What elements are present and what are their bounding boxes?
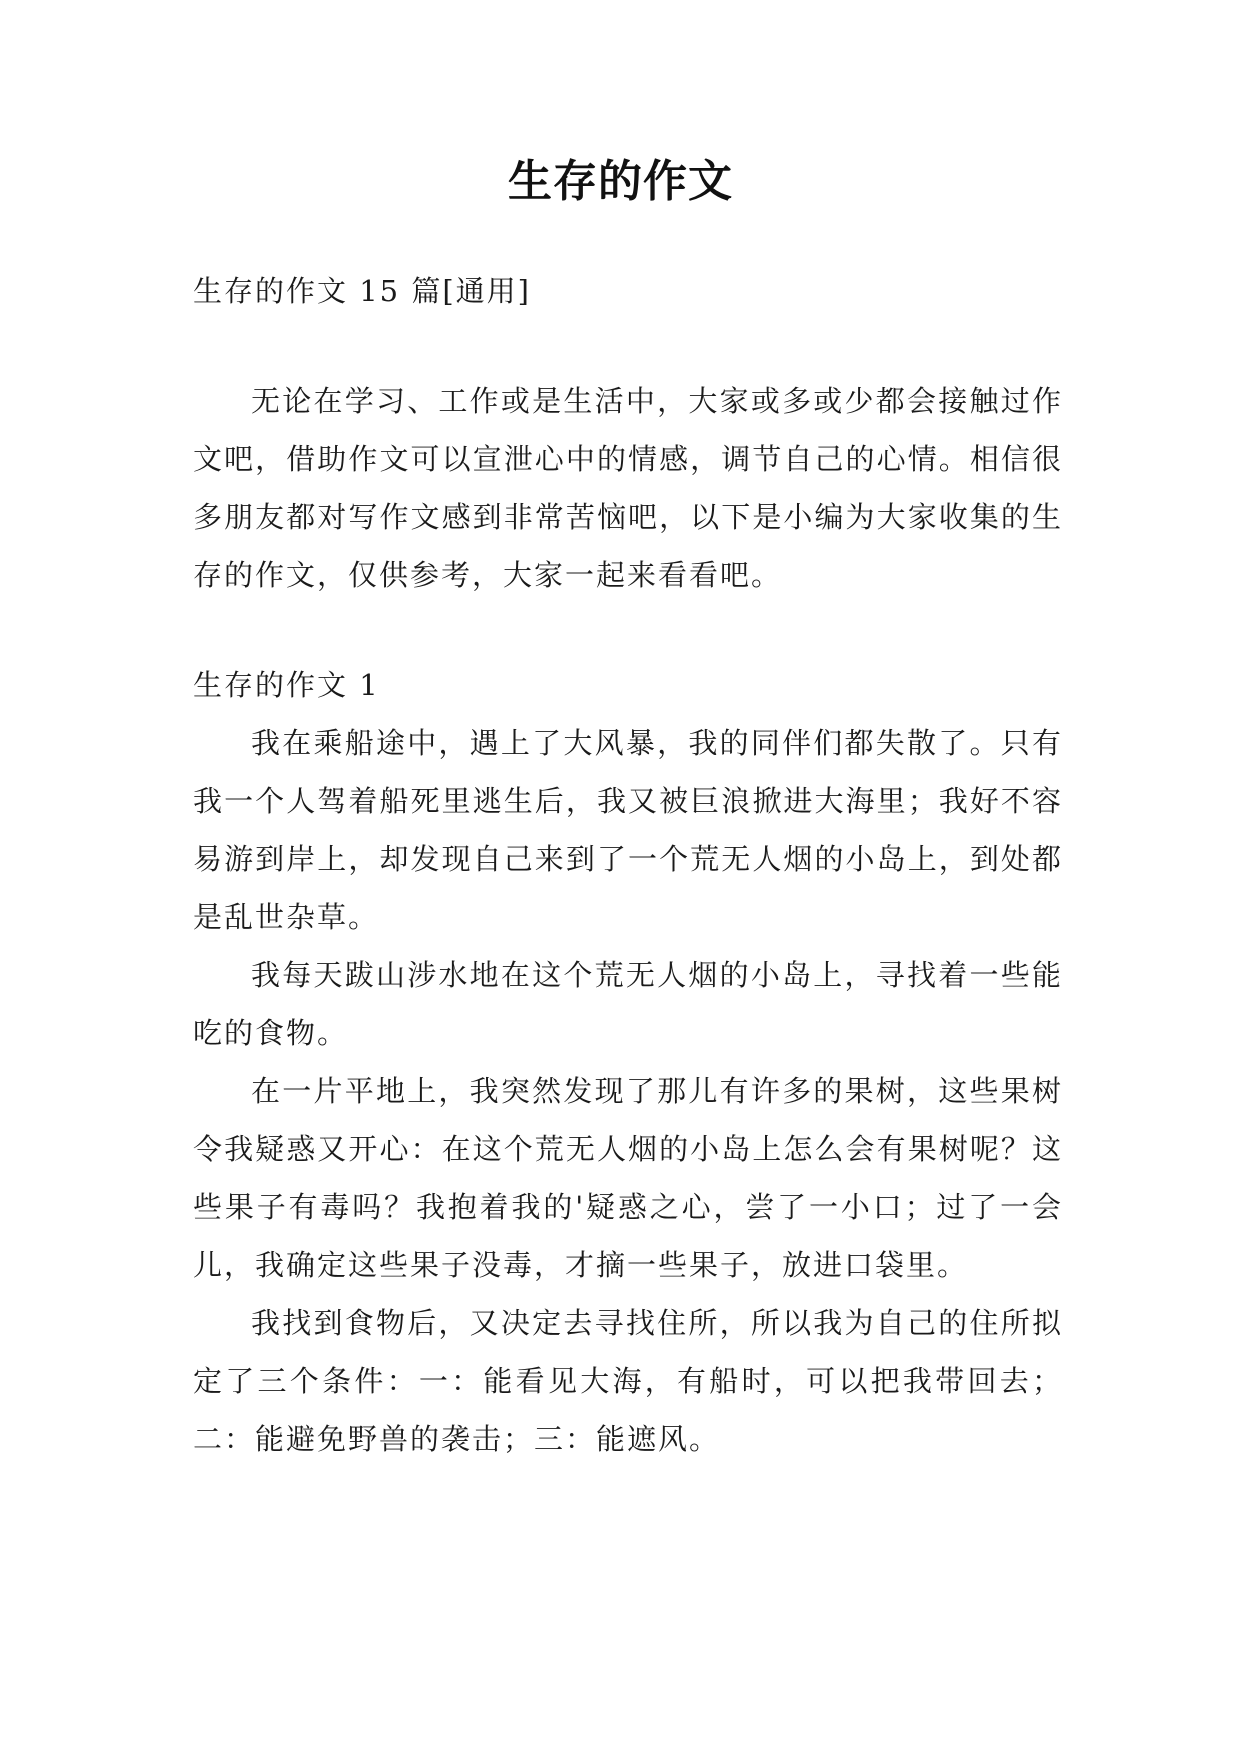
body-paragraph-3: 在一片平地上，我突然发现了那儿有许多的果树，这些果树令我疑惑又开心：在这个荒无人烟的小岛上怎么会有果树呢？这些果子有毒吗？我抱着我的'疑惑之心，尝了一小口；过了一会儿，我确定这些果子没毒，才摘一些果子，放进口袋里。 xyxy=(193,1074,1063,1282)
body-paragraph-2: 我每天跋山涉水地在这个荒无人烟的小岛上，寻找着一些能吃的食物。 xyxy=(193,958,1063,1050)
document-subtitle: 生存的作文 15 篇[通用] xyxy=(193,274,531,308)
document-body xyxy=(193,262,1063,1468)
intro-paragraph: 无论在学习、工作或是生活中，大家或多或少都会接触过作文吧，借助作文可以宣泄心中的情感，调节自己的心情。相信很多朋友都对写作文感到非常苦恼吧，以下是小编为大家收集的生存的作文，仅供参考，大家一起来看看吧。 xyxy=(193,384,1063,592)
document-title: 生存的作文 xyxy=(508,156,733,207)
body-paragraph-4: 我找到食物后，又决定去寻找住所，所以我为自己的住所拟定了三个条件：一：能看见大海，有船时，可以把我带回去；二：能避免野兽的袭击；三：能遮风。 xyxy=(193,1306,1063,1456)
section-heading: 生存的作文 1 xyxy=(193,668,380,702)
body-paragraph-1: 我在乘船途中，遇上了大风暴，我的同伴们都失散了。只有我一个人驾着船死里逃生后，我又被巨浪掀进大海里；我好不容易游到岸上，却发现自己来到了一个荒无人烟的小岛上，到处都是乱世杂草。 xyxy=(193,726,1063,934)
